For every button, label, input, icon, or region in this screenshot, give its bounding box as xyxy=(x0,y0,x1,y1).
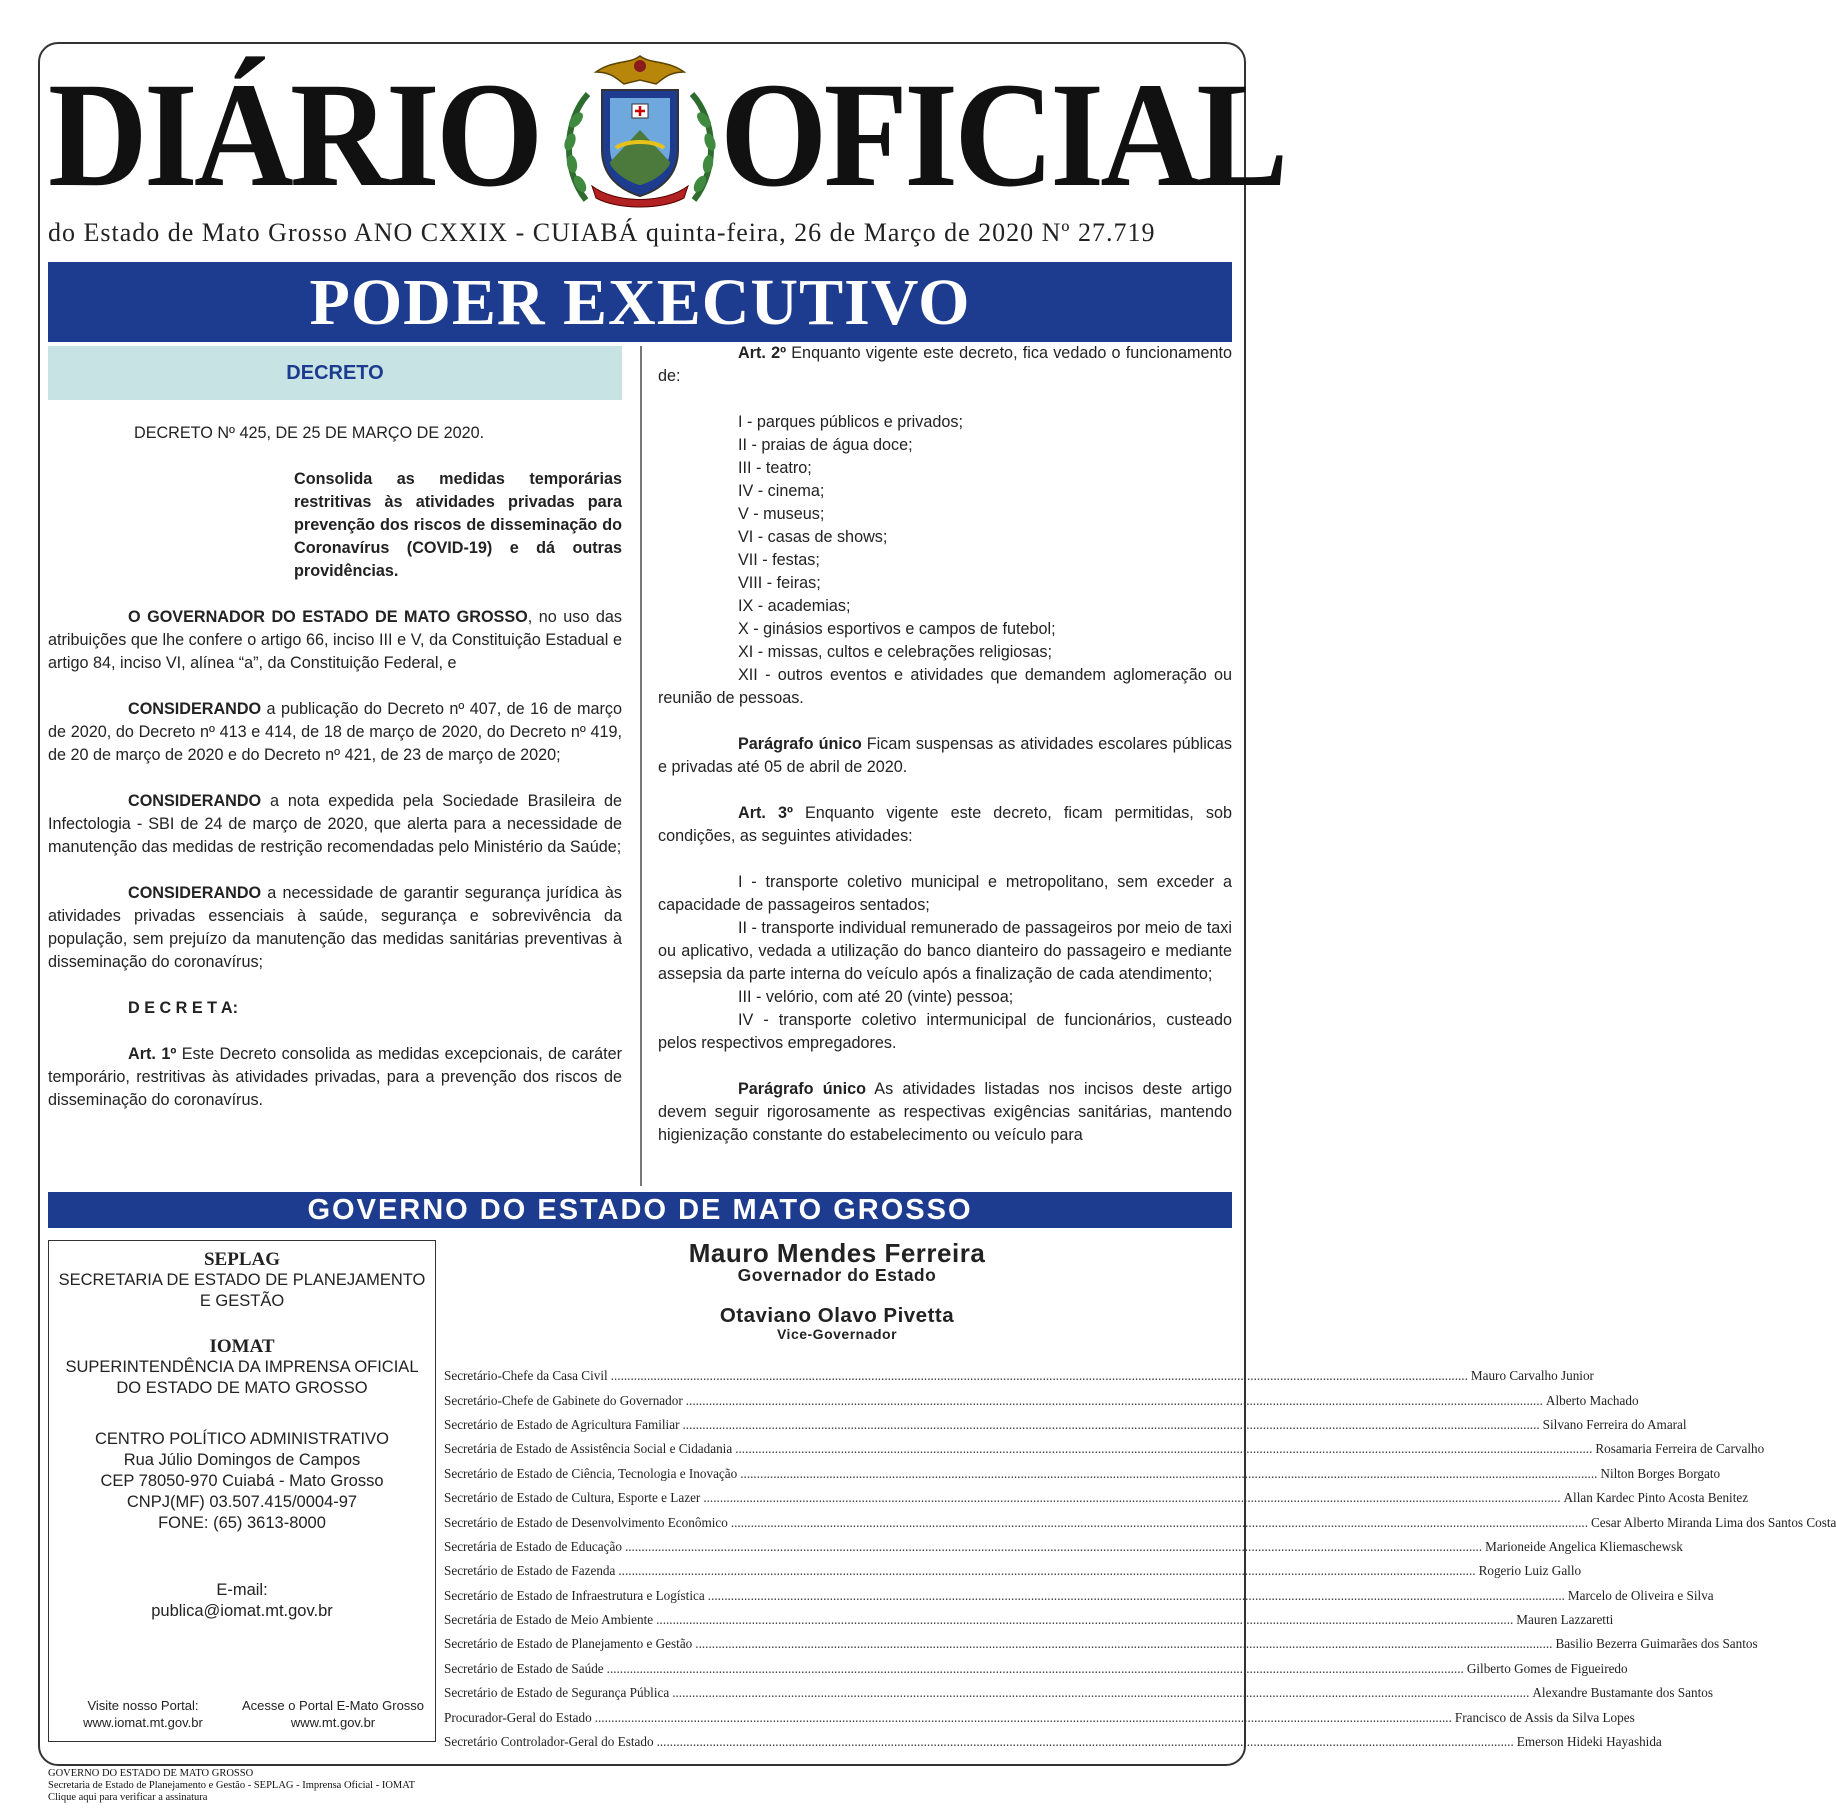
article-2-item: IV - cinema; xyxy=(738,482,825,500)
leader-dots: .................................................................................................................................................................................................................................................................... xyxy=(672,1685,1530,1701)
section-banner-poder-executivo: PODER EXECUTIVO xyxy=(48,262,1232,342)
secretary-row xyxy=(444,1584,1714,1608)
considerando-2 xyxy=(48,790,622,859)
secretary-role: Secretário de Estado de Planejamento e Gestão xyxy=(444,1636,693,1652)
leader-dots: .................................................................................................................................................................................................................................................................... xyxy=(656,1734,1514,1750)
secretary-role: Secretária de Estado de Assistência Social e Cidadania xyxy=(444,1441,733,1457)
article-2-items xyxy=(658,411,1232,664)
decreta-heading: D E C R E T A: xyxy=(128,999,239,1017)
secretary-row xyxy=(444,1608,1614,1632)
column-divider xyxy=(640,346,642,1186)
leader-dots: .................................................................................................................................................................................................................................................................... xyxy=(703,1490,1561,1506)
considerando-2-text: a nota expedida pela Sociedade Brasileira de Infectologia - SBI de 24 de março de 2020, que alerta para a necessidade de manutenção das medidas de restrição recomendadas pelo Ministério da Saúde; xyxy=(48,792,622,856)
article-2-item: VII - festas; xyxy=(738,551,820,569)
portal-mt xyxy=(233,1697,433,1731)
article-3 xyxy=(658,802,1232,848)
leader-dots: .................................................................................................................................................................................................................................................................... xyxy=(740,1465,1598,1481)
iomat-name-line-2: DO ESTADO DE MATO GROSSO xyxy=(116,1379,368,1397)
secretary-name: Silvano Ferreira do Amaral xyxy=(1542,1416,1687,1432)
considerando-1-text: a publicação do Decreto nº 407, de 16 de março de 2020, do Decreto nº 413 e 414, de 18 de março de 2020, do Decreto nº 419, de 20 de março de 2020 e do Decreto nº 421, de 23 de março de 2020; xyxy=(48,700,622,764)
portal-mt-link[interactable]: www.mt.gov.br xyxy=(290,1715,376,1730)
article-2-item: X - ginásios esportivos e campos de futebol; xyxy=(738,620,1056,638)
email-link[interactable]: publica@iomat.mt.gov.br xyxy=(151,1602,333,1620)
considerando-label: CONSIDERANDO xyxy=(128,884,262,902)
decree-summary: Consolida as medidas temporárias restritivas às atividades privadas para prevenção dos riscos de disseminação do Coronavírus (COVID-19) e dá outras providências. xyxy=(294,470,622,580)
considerando-1 xyxy=(48,698,622,767)
leader-dots: .................................................................................................................................................................................................................................................................... xyxy=(656,1612,1514,1628)
article-2-item: XI - missas, cultos e celebrações religiosas; xyxy=(738,643,1052,661)
secretary-row xyxy=(444,1437,1765,1461)
leader-dots: .................................................................................................................................................................................................................................................................... xyxy=(624,1538,1483,1554)
leader-dots: .................................................................................................................................................................................................................................................................... xyxy=(606,1660,1464,1676)
article-2-item: II - praias de água doce; xyxy=(738,436,913,454)
article-3-item: I - transporte coletivo municipal e metropolitano, sem exceder a capacidade de passageiros sentados; xyxy=(658,873,1232,914)
governor-paragraph xyxy=(48,606,622,675)
secretary-role: Secretário de Estado de Infraestrutura e Logística xyxy=(444,1587,705,1603)
article-2-item: VI - casas de shows; xyxy=(738,528,888,546)
secretaries-list xyxy=(444,1364,1836,1754)
iomat-heading: IOMAT xyxy=(209,1336,275,1357)
left-column xyxy=(48,346,622,1112)
leader-dots: .................................................................................................................................................................................................................................................................... xyxy=(594,1709,1452,1725)
secretary-name: Marcelo de Oliveira e Silva xyxy=(1567,1587,1714,1603)
address-line: CEP 78050-970 Cuiabá - Mato Grosso xyxy=(100,1472,384,1490)
masthead-title-left: DIÁRIO xyxy=(48,52,540,218)
article-3-item: II - transporte individual remunerado de passageiros por meio de taxi ou aplicativo, vedada a utilização do banco dianteiro do passageiro e mediante assepsia da parte interna do veículo após a finalização de cada atendimento; xyxy=(658,919,1232,983)
secretary-row xyxy=(444,1413,1687,1437)
paragrafo-unico-1 xyxy=(658,733,1232,779)
address-line: Rua Júlio Domingos de Campos xyxy=(123,1451,361,1469)
leader-dots: .................................................................................................................................................................................................................................................................... xyxy=(735,1441,1593,1457)
address-line: CNPJ(MF) 03.507.415/0004-97 xyxy=(126,1493,358,1511)
publisher-info-box xyxy=(48,1240,436,1742)
state-coat-of-arms-icon xyxy=(552,50,728,210)
article-2-text: Enquanto vigente este decreto, fica vedado o funcionamento de: xyxy=(658,344,1232,385)
secretary-name: Allan Kardec Pinto Acosta Benitez xyxy=(1563,1490,1749,1506)
governor-title: Governador do Estado xyxy=(737,1265,937,1285)
government-banner: GOVERNO DO ESTADO DE MATO GROSSO xyxy=(48,1192,1232,1228)
portal-iomat-label: Visite nosso Portal: xyxy=(87,1698,199,1713)
leader-dots: .................................................................................................................................................................................................................................................................... xyxy=(707,1587,1565,1603)
governor-lead: O GOVERNADOR DO ESTADO DE MATO GROSSO xyxy=(128,608,528,626)
secretary-role: Secretário de Estado de Agricultura Familiar xyxy=(444,1416,680,1432)
secretary-row xyxy=(444,1510,1836,1534)
article-3-item: III - velório, com até 20 (vinte) pessoa; xyxy=(738,988,1014,1006)
article-1 xyxy=(48,1043,622,1112)
footer-line-2: Secretaria de Estado de Planejamento e Gestão - SEPLAG - Imprensa Oficial - IOMAT xyxy=(48,1780,416,1791)
seplag-heading: SEPLAG xyxy=(203,1249,281,1270)
secretary-name: Rosamaria Ferreira de Carvalho xyxy=(1595,1441,1765,1457)
footer-verify-link[interactable]: Clique aqui para verificar a assinatura xyxy=(48,1792,208,1803)
article-2-item: VIII - feiras; xyxy=(738,574,821,592)
secretary-role: Secretário de Estado de Segurança Pública xyxy=(444,1685,670,1701)
secretary-row xyxy=(444,1632,1758,1656)
portal-mt-label: Acesse o Portal E-Mato Grosso xyxy=(241,1698,425,1713)
article-1-label: Art. 1º xyxy=(128,1045,177,1063)
secretary-role: Secretário-Chefe de Gabinete do Governador xyxy=(444,1392,683,1408)
article-2-label: Art. 2º xyxy=(738,344,787,362)
secretary-name: Cesar Alberto Miranda Lima dos Santos Costa xyxy=(1591,1514,1836,1530)
article-2-item: V - museus; xyxy=(738,505,825,523)
secretary-role: Procurador-Geral do Estado xyxy=(444,1709,592,1725)
governor-text: , no uso das atribuições que lhe confere o artigo 66, inciso III e V, da Constituição Estadual e artigo 84, inciso VI, alínea “a”, da Constituição Federal, e xyxy=(48,608,622,672)
paragrafo-label: Parágrafo único xyxy=(738,1080,866,1098)
article-3-text: Enquanto vigente este decreto, ficam permitidas, sob condições, as seguintes atividades: xyxy=(658,804,1232,845)
secretary-row xyxy=(444,1657,1628,1681)
secretary-role: Secretária de Estado de Educação xyxy=(444,1538,622,1554)
seplag-name-line-1: SECRETARIA DE ESTADO DE PLANEJAMENTO xyxy=(58,1271,426,1289)
portal-iomat-link[interactable]: www.iomat.mt.gov.br xyxy=(83,1715,203,1730)
email-label: E-mail: xyxy=(216,1581,268,1599)
paragrafo-unico-1-text: Ficam suspensas as atividades escolares públicas e privadas até 05 de abril de 2020. xyxy=(658,735,1232,776)
decree-number: DECRETO Nº 425, DE 25 DE MARÇO DE 2020. xyxy=(134,424,485,442)
secretary-name: Alexandre Bustamante dos Santos xyxy=(1532,1685,1713,1701)
paragrafo-label: Parágrafo único xyxy=(738,735,862,753)
secretary-role: Secretário de Estado de Cultura, Esporte e Lazer xyxy=(444,1490,701,1506)
leader-dots: .................................................................................................................................................................................................................................................................... xyxy=(730,1514,1588,1530)
secretary-name: Mauren Lazzaretti xyxy=(1516,1612,1614,1628)
article-2-item: I - parques públicos e privados; xyxy=(738,413,963,431)
secretary-row xyxy=(444,1535,1683,1559)
secretary-role: Secretário de Estado de Fazenda xyxy=(444,1563,616,1579)
secretary-name: Marioneide Angelica Kliemaschewsk xyxy=(1485,1538,1683,1554)
vice-governor-name: Otaviano Olavo Pivetta xyxy=(719,1304,955,1327)
article-3-label: Art. 3º xyxy=(738,804,793,822)
considerando-3-text: a necessidade de garantir segurança jurídica às atividades privadas essenciais à saúde, segurança e sobrevivência da população, sem prejuízo da manutenção das medidas sanitárias preventivas à disseminação do coronavírus; xyxy=(48,884,622,971)
article-2-item: IX - academias; xyxy=(738,597,851,615)
vice-governor-title: Vice-Governador xyxy=(776,1326,898,1342)
article-2 xyxy=(658,342,1232,388)
governor-name: Mauro Mendes Ferreira xyxy=(688,1238,986,1268)
decreto-label-box: DECRETO xyxy=(48,346,622,400)
considerando-label: CONSIDERANDO xyxy=(128,700,262,718)
secretary-name: Alberto Machado xyxy=(1545,1392,1639,1408)
considerando-3 xyxy=(48,882,622,974)
right-column xyxy=(658,342,1232,1147)
secretary-row xyxy=(444,1559,1582,1583)
secretary-row xyxy=(444,1730,1662,1754)
address-line: CENTRO POLÍTICO ADMINISTRATIVO xyxy=(95,1430,389,1448)
portal-iomat xyxy=(63,1697,223,1731)
secretary-name: Mauro Carvalho Junior xyxy=(1470,1368,1594,1384)
considerando-label: CONSIDERANDO xyxy=(128,792,262,810)
secretary-name: Nilton Borges Borgato xyxy=(1600,1465,1721,1481)
leader-dots: .................................................................................................................................................................................................................................................................... xyxy=(610,1368,1468,1384)
paragrafo-unico-2-text: As atividades listadas nos incisos deste artigo devem seguir rigorosamente as respectivas exigências sanitárias, mantendo higienização constante do estabelecimento ou veículo para xyxy=(658,1080,1232,1144)
seplag-name-line-2: E GESTÃO xyxy=(199,1292,285,1310)
secretary-role: Secretário-Chefe da Casa Civil xyxy=(444,1368,608,1384)
secretary-name: Basilio Bezerra Guimarães dos Santos xyxy=(1555,1636,1758,1652)
leader-dots: .................................................................................................................................................................................................................................................................... xyxy=(695,1636,1553,1652)
secretary-row xyxy=(444,1364,1594,1388)
secretary-role: Secretária de Estado de Meio Ambiente xyxy=(444,1612,654,1628)
article-2-item-last: XII - outros eventos e atividades que demandem aglomeração ou reunião de pessoas. xyxy=(658,666,1232,707)
article-3-item: IV - transporte coletivo intermunicipal de funcionários, custeado pelos respectivos empregadores. xyxy=(658,1011,1232,1052)
leader-dots: .................................................................................................................................................................................................................................................................... xyxy=(685,1392,1543,1408)
article-1-text: Este Decreto consolida as medidas excepcionais, de caráter temporário, restritivas às atividades privadas, para a prevenção dos riscos de disseminação do coronavírus. xyxy=(48,1045,622,1109)
secretary-role: Secretário de Estado de Desenvolvimento Econômico xyxy=(444,1514,728,1530)
iomat-name-line-1: SUPERINTENDÊNCIA DA IMPRENSA OFICIAL xyxy=(65,1358,419,1376)
secretary-row xyxy=(444,1486,1749,1510)
article-2-item: III - teatro; xyxy=(738,459,812,477)
paragrafo-unico-2 xyxy=(658,1078,1232,1147)
secretary-row xyxy=(444,1705,1635,1729)
secretary-row xyxy=(444,1388,1639,1412)
secretary-role: Secretário de Estado de Ciência, Tecnologia e Inovação xyxy=(444,1465,738,1481)
page-footer xyxy=(48,1768,415,1804)
secretary-name: Emerson Hideki Hayashida xyxy=(1516,1734,1662,1750)
government-officials-header xyxy=(442,1238,1232,1342)
secretary-row xyxy=(444,1681,1713,1705)
secretary-role: Secretário Controlador-Geral do Estado xyxy=(444,1734,654,1750)
masthead-title-right: OFICIAL xyxy=(720,52,1285,218)
secretary-role: Secretário de Estado de Saúde xyxy=(444,1660,604,1676)
secretary-name: Rogerio Luiz Gallo xyxy=(1478,1563,1582,1579)
secretary-row xyxy=(444,1462,1721,1486)
address-line: FONE: (65) 3613-8000 xyxy=(158,1514,326,1532)
secretary-name: Francisco de Assis da Silva Lopes xyxy=(1454,1709,1635,1725)
masthead-subline: do Estado de Mato Grosso ANO CXXIX - CUIABÁ quinta-feira, 26 de Março de 2020 Nº 27.719 xyxy=(48,218,1156,247)
leader-dots: .................................................................................................................................................................................................................................................................... xyxy=(682,1416,1540,1432)
footer-line-1: GOVERNO DO ESTADO DE MATO GROSSO xyxy=(48,1768,254,1779)
leader-dots: .................................................................................................................................................................................................................................................................... xyxy=(618,1563,1476,1579)
secretary-name: Gilberto Gomes de Figueiredo xyxy=(1466,1660,1628,1676)
article-3-items xyxy=(658,871,1232,1055)
